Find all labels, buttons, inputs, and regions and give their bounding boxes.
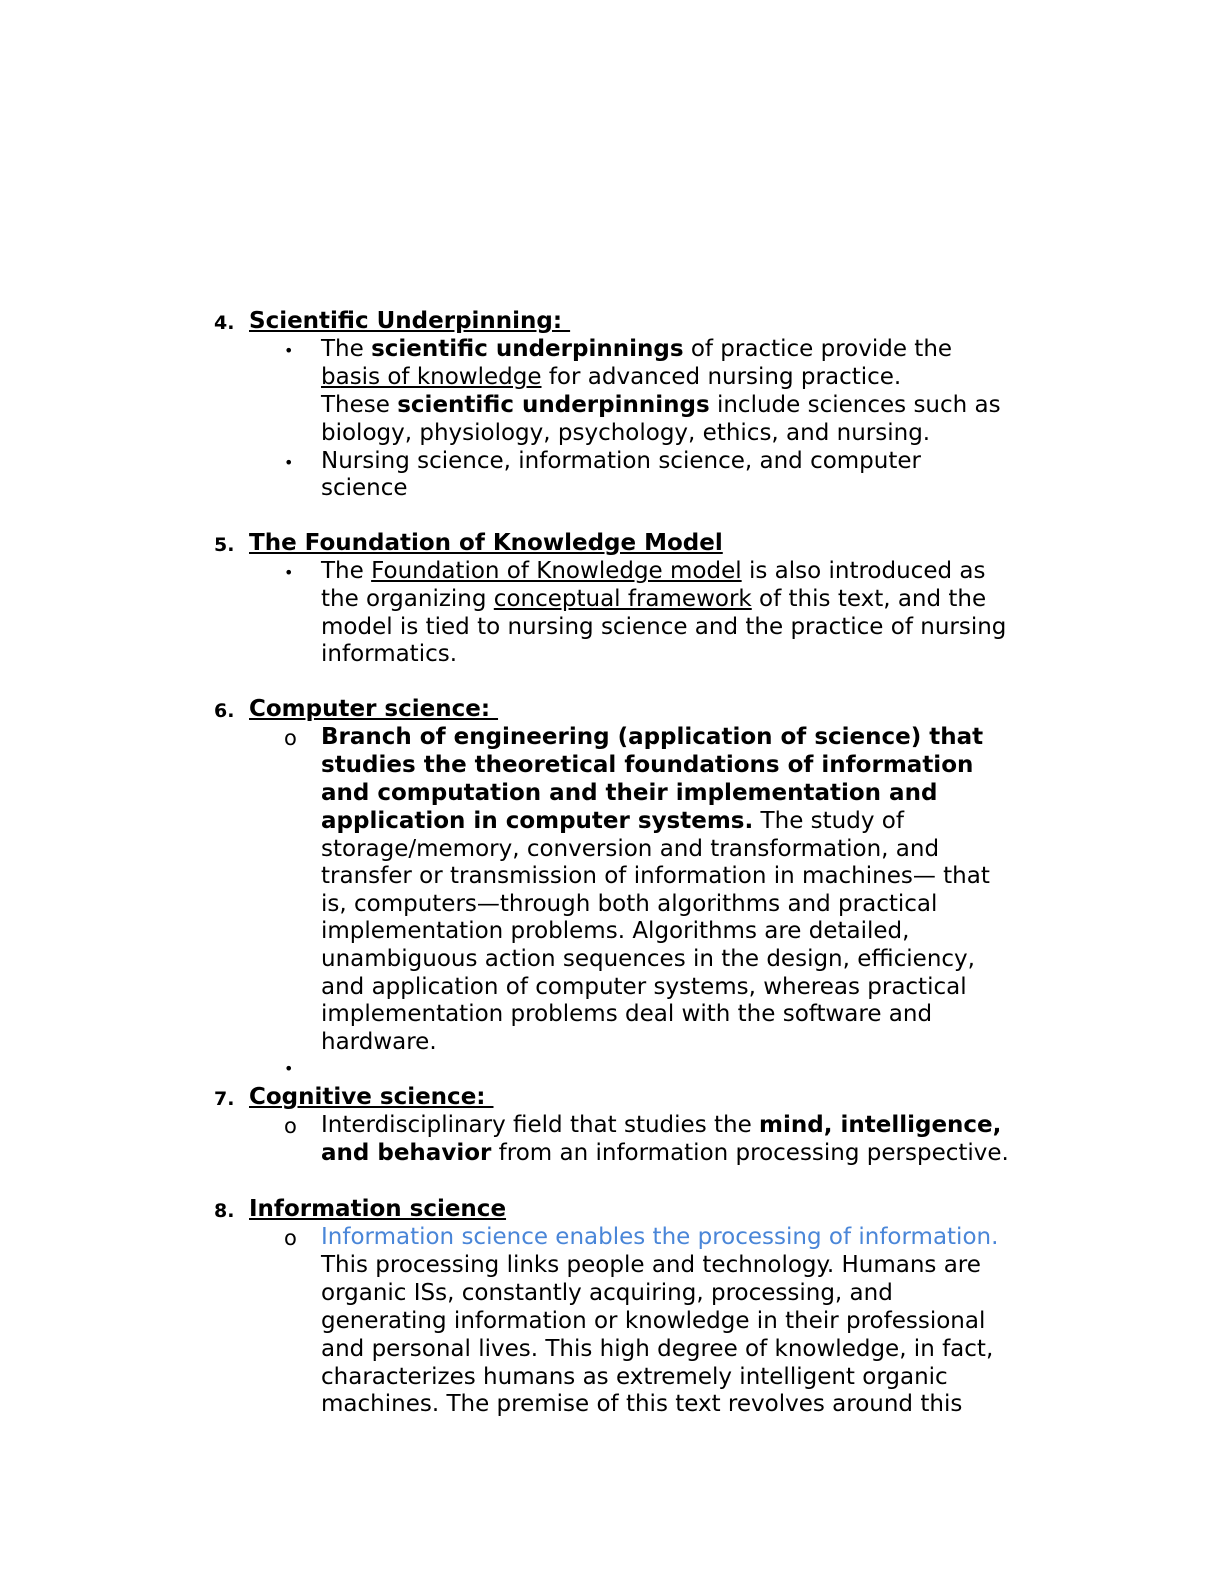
text-line: generating information or knowledge in their professional — [321, 1308, 986, 1334]
text-line: the organizing conceptual framework of this text, and the — [321, 586, 987, 612]
text-line: is, computers—through both algorithms and practical — [321, 891, 938, 917]
text-line: informatics. — [321, 641, 458, 667]
text-line: implementation problems deal with the software and — [321, 1001, 933, 1027]
section-6-number: 6. — [214, 700, 235, 722]
section-8-heading: Information science — [249, 1196, 507, 1222]
highlighted-text-line: Information science enables the processing of information. — [321, 1224, 999, 1250]
section-5-number: 5. — [214, 534, 235, 556]
text-line: machines. The premise of this text revolves around this — [321, 1391, 963, 1417]
empty-bullet-marker: • — [284, 1059, 294, 1078]
text-line: The Foundation of Knowledge model is also introduced as — [321, 558, 986, 584]
text-line: organic ISs, constantly acquiring, processing, and — [321, 1280, 893, 1306]
text-line: Nursing science, information science, and computer — [321, 448, 921, 474]
bullet-marker: • — [284, 453, 294, 472]
text-line: These scientific underpinnings include sciences such as — [321, 392, 1001, 418]
section-4-number: 4. — [214, 312, 235, 334]
text-line: implementation problems. Algorithms are detailed, — [321, 918, 910, 944]
section-4-heading: Scientific Underpinning: — [249, 308, 571, 334]
text-line: basis of knowledge for advanced nursing practice. — [321, 364, 902, 390]
sub-bullet-marker: o — [284, 1226, 297, 1250]
sub-bullet-marker: o — [284, 726, 297, 750]
section-5-heading: The Foundation of Knowledge Model — [249, 530, 723, 556]
text-line: characterizes humans as extremely intelligent organic — [321, 1364, 948, 1390]
text-line: transfer or transmission of information in machines— that — [321, 863, 990, 889]
bullet-marker: • — [284, 563, 294, 582]
text-line: and personal lives. This high degree of knowledge, in fact, — [321, 1336, 994, 1362]
section-7-number: 7. — [214, 1088, 235, 1110]
text-line: science — [321, 475, 408, 501]
text-line: and behavior from an information processing perspective. — [321, 1140, 1009, 1166]
text-line: biology, physiology, psychology, ethics, and nursing. — [321, 420, 931, 446]
text-line: This processing links people and technology. Humans are — [321, 1252, 981, 1278]
text-line: and application of computer systems, whereas practical — [321, 974, 967, 1000]
section-6-heading: Computer science: — [249, 696, 499, 722]
text-line: studies the theoretical foundations of information — [321, 752, 974, 778]
text-line: application in computer systems. The study of — [321, 808, 904, 834]
text-line: The scientific underpinnings of practice provide the — [321, 336, 953, 362]
text-line: Branch of engineering (application of science) that — [321, 724, 984, 750]
text-line: storage/memory, conversion and transformation, and — [321, 836, 940, 862]
section-8-number: 8. — [214, 1200, 235, 1222]
text-line: model is tied to nursing science and the practice of nursing — [321, 614, 1007, 640]
sub-bullet-marker: o — [284, 1114, 297, 1138]
text-line: and computation and their implementation and — [321, 780, 938, 806]
text-line: unambiguous action sequences in the design, efficiency, — [321, 946, 975, 972]
text-line: Interdisciplinary field that studies the mind, intelligence, — [321, 1112, 1002, 1138]
bullet-marker: • — [284, 341, 294, 360]
text-line: hardware. — [321, 1029, 437, 1055]
section-7-heading: Cognitive science: — [249, 1084, 494, 1110]
